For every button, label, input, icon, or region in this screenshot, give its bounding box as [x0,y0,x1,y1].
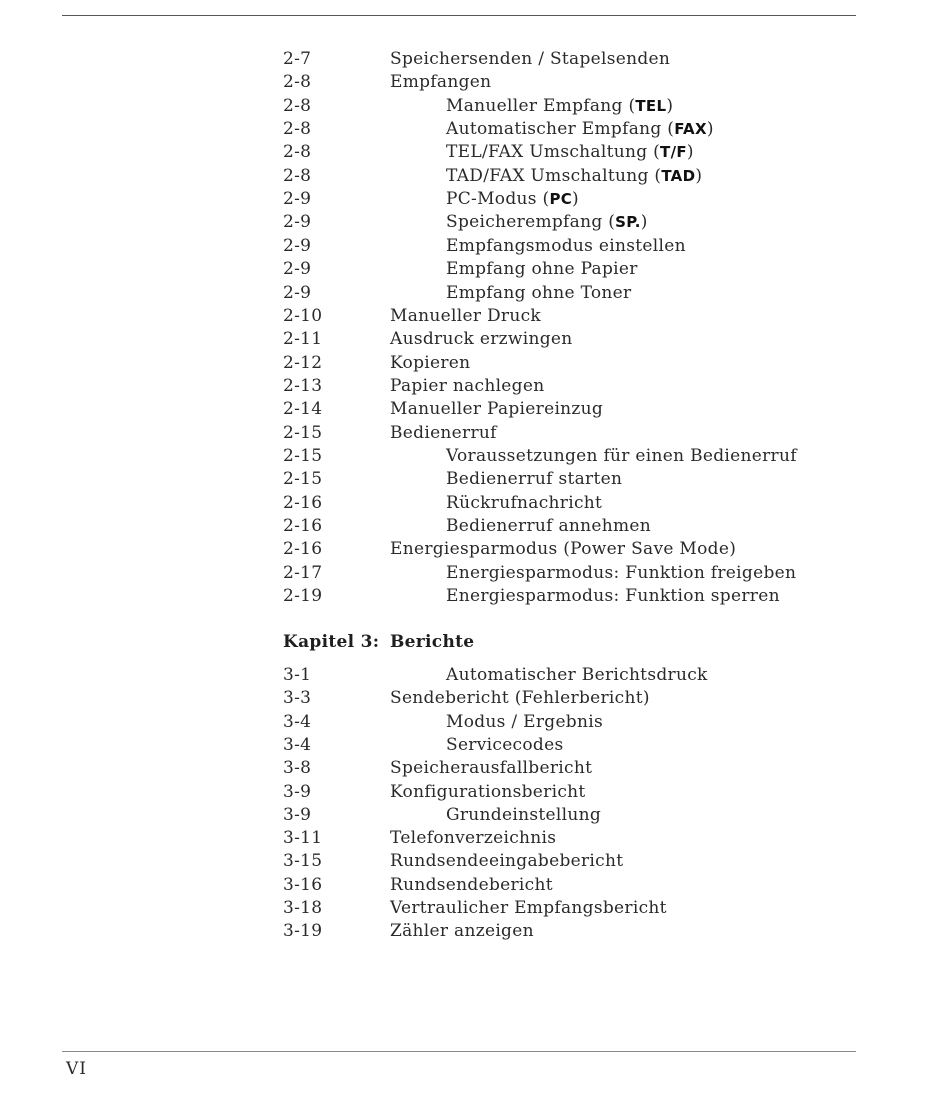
toc-entry-text: Bedienerruf [390,422,497,443]
toc-mode-code: SP. [615,213,641,232]
toc-entry [0,827,950,850]
toc-page-number: 2-8 [283,95,312,116]
toc-entry-title [446,258,638,281]
toc-entry [0,211,950,234]
toc-entry-text: Manueller Druck [390,305,541,326]
toc-page-number: 2-8 [283,165,312,186]
toc-entry-title [390,827,556,850]
toc-entry-text: Empfangsmodus einstellen [446,235,686,256]
toc-entry-title [446,188,579,211]
toc-entry-title [446,282,631,305]
toc-entry [0,538,950,561]
toc-entry-text: Rückrufnachricht [446,492,603,513]
toc-page-number: 3-18 [283,898,323,918]
toc-page-number: 2-8 [283,119,312,140]
toc-entry-title [446,95,673,118]
toc-entry-text: Empfang ohne Papier [446,259,638,280]
toc-entry-text: Papier nachlegen [390,375,545,396]
toc-entry-suffix: ) [686,142,694,163]
toc-page-number: 2-9 [283,282,312,303]
toc-entry [0,492,950,515]
toc-page-number: 2-8 [283,142,312,163]
toc-page-number: 2-11 [283,329,323,350]
toc-entry-text: Zähler anzeigen [390,921,534,942]
toc-entry-title [446,664,708,687]
toc-entry-title [446,711,603,734]
toc-entry-text: Empfang ohne Toner [446,282,632,303]
toc-entry [0,422,950,445]
toc-entry-text: Energiesparmodus (Power Save Mode) [390,539,737,560]
toc-entry-title [390,850,623,873]
toc-entry-title [390,757,592,780]
chapter-label: Kapitel 3: [283,632,380,652]
toc-entry [0,235,950,258]
toc-entry-title [390,687,650,710]
toc-entry-text: Manueller Empfang ( [446,95,636,116]
toc-mode-code: FAX [674,120,707,139]
toc-page-number: 3-11 [283,828,323,849]
toc-page-number: 3-1 [283,665,312,685]
toc-entry-title [390,352,470,375]
toc-entry [0,897,950,920]
toc-entry-title [390,305,541,328]
toc-entry-text: TAD/FAX Umschaltung ( [446,165,662,186]
toc-page-number: 2-15 [283,469,323,490]
toc-entry-title [390,398,603,421]
toc-page-number: 3-9 [283,781,312,802]
toc-entry-text: Rundsendeeingabebericht [390,851,624,872]
toc-page-number: 2-14 [283,399,323,420]
chapter-title: Berichte [390,632,475,652]
toc-page-number: 2-9 [283,212,312,233]
toc-entry-title [446,445,797,468]
toc-entry-title [446,562,796,585]
toc-entry-text: PC-Modus ( [446,189,550,210]
toc-entry-title [446,515,651,538]
chapter-heading [0,630,950,654]
toc-page-number: 3-4 [283,711,312,732]
toc-entry [0,874,950,897]
toc-page-number: 3-9 [283,804,312,825]
toc-entry [0,585,950,608]
toc-entry [0,258,950,281]
toc-page-number: 2-10 [283,305,323,326]
toc-page-number: 2-16 [283,492,323,513]
toc-mode-code: TAD [661,166,696,185]
toc-entry [0,804,950,827]
toc-entry-title [446,734,563,757]
toc-entry [0,781,950,804]
toc-entry-title [390,422,497,445]
toc-entry-text: Automatischer Empfang ( [446,119,675,140]
toc-entry-title [446,165,702,188]
toc-entry [0,757,950,780]
toc-mode-code: PC [549,190,573,209]
toc-entry-text: Grundeinstellung [446,804,602,825]
toc-entry [0,664,950,687]
toc-entry-text: TEL/FAX Umschaltung ( [446,142,661,163]
toc-entry-text: Speichersenden / Stapelsenden [390,49,671,69]
toc-entry [0,562,950,585]
toc-entry-title [390,897,667,920]
toc-entry-text: Energiesparmodus: Funktion sperren [446,586,780,607]
toc-page-number: 2-12 [283,352,323,373]
toc-entry-title [390,920,534,943]
footer-page-number: VI [66,1059,87,1079]
toc-entry-text: Rundsendebericht [390,874,553,895]
toc-entry-suffix: ) [695,165,703,186]
toc-mode-code: T/F [660,143,687,162]
toc-entry-title [390,874,553,897]
toc-entry-text: Empfangen [390,72,492,93]
toc-page-number: 2-13 [283,375,323,396]
toc-entry-text: Speicherempfang ( [446,212,616,233]
toc-page-number: 2-16 [283,539,323,560]
toc-entry [0,352,950,375]
toc-entry-title [390,48,670,71]
toc-entry [0,920,950,943]
toc-entry-text: Speicherausfallbericht [390,758,593,779]
toc-entry-text: Bedienerruf starten [446,469,623,490]
toc-page-number: 3-19 [283,921,323,942]
toc-entry [0,734,950,757]
toc-entry-suffix: ) [666,95,674,116]
toc-page-number: 2-16 [283,516,323,536]
toc-entry [0,141,950,164]
toc-entry-title [390,328,573,351]
toc-page-number: 2-9 [283,259,312,280]
toc-entry-text: Vertraulicher Empfangsbericht [390,898,667,918]
toc-entry [0,188,950,211]
toc-entry-title [390,781,586,804]
toc-entry [0,850,950,873]
toc-entry-title [390,71,491,94]
toc-entry-title [390,538,736,561]
toc-entry [0,468,950,491]
toc-entry-text: Ausdruck erzwingen [390,329,573,350]
toc-entry [0,305,950,328]
toc-page-number: 2-9 [283,235,312,256]
toc-entry-suffix: ) [640,212,648,233]
toc-page-number: 2-17 [283,562,323,583]
toc-entry-title [446,118,714,141]
toc-entry [0,687,950,710]
toc-entry-text: Voraussetzungen für einen Bedienerruf [446,445,797,466]
toc-entry-title [446,585,780,608]
toc-entry-text: Bedienerruf annehmen [446,516,652,536]
toc-entry-text: Sendebericht (Fehlerbericht) [390,688,650,709]
toc-page-number: 3-3 [283,688,312,709]
toc-page-number: 3-8 [283,758,312,779]
toc-entry [0,515,950,538]
toc-entry [0,48,950,71]
toc-entry [0,445,950,468]
toc-entry-title [446,492,602,515]
toc-entry-text: Kopieren [390,352,471,373]
toc-page-number: 3-15 [283,851,323,872]
toc-page-number: 2-15 [283,445,323,466]
toc-entry [0,71,950,94]
toc-entry-title [446,804,601,827]
toc-entry-text: Servicecodes [446,734,564,755]
toc-entry-text: Modus / Ergebnis [446,711,604,732]
toc-entry-text: Automatischer Berichtsdruck [446,665,708,685]
toc-entry-title [446,468,622,491]
toc-entry [0,165,950,188]
toc-entry [0,375,950,398]
toc-page-number: 3-4 [283,734,312,755]
toc-entry-title [390,375,544,398]
toc-entry-text: Energiesparmodus: Funktion freigeben [446,562,797,583]
footer-rule [62,1051,856,1052]
toc-page-number: 3-16 [283,874,323,895]
toc-entry [0,398,950,421]
toc-entry [0,282,950,305]
toc-page-number: 2-15 [283,422,323,443]
toc-entry [0,328,950,351]
toc-entry-text: Manueller Papiereinzug [390,399,604,420]
toc-page-number: 2-9 [283,189,312,210]
toc-entry-title [446,235,686,258]
toc-page-number: 2-7 [283,49,312,69]
toc-entry-text: Telefonverzeichnis [390,828,557,849]
toc-entry [0,118,950,141]
toc-mode-code: TEL [635,96,667,115]
toc-page-number: 2-19 [283,586,323,607]
toc-entry-title [446,211,648,234]
toc-entry-suffix: ) [572,189,579,210]
toc-entry [0,95,950,118]
toc-entry-text: Konfigurationsbericht [390,781,586,802]
toc-entry [0,711,950,734]
toc-entry-title [446,141,694,164]
toc-page-number: 2-8 [283,72,312,93]
toc-entry-suffix: ) [706,119,714,140]
